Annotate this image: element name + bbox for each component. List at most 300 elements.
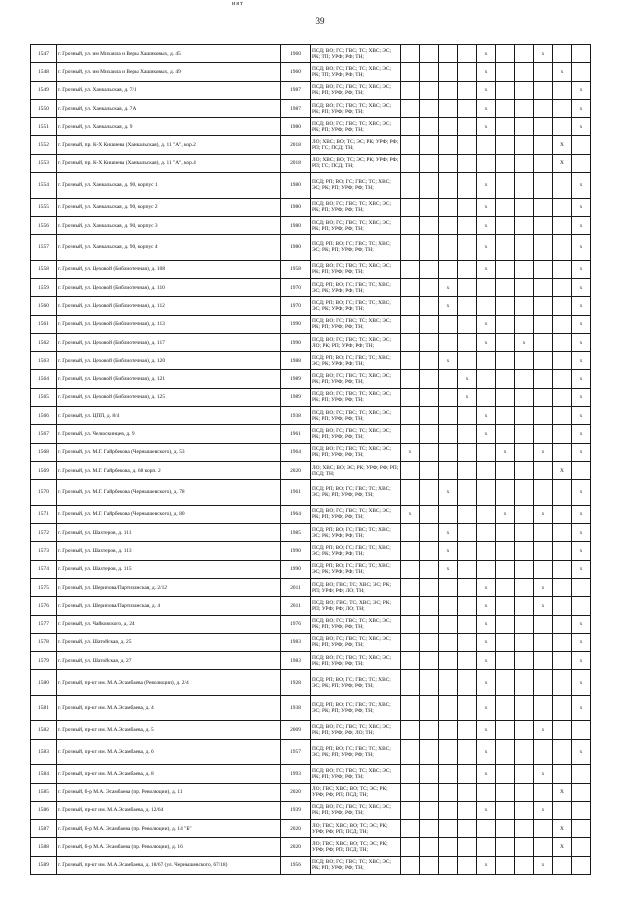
- mark-cell: x: [477, 173, 496, 199]
- mark-cell: [458, 333, 477, 351]
- mark-cell: x: [477, 216, 496, 234]
- page-top-mark: ият: [232, 1, 244, 7]
- mark-cell: [477, 370, 496, 388]
- row-number: 1585: [31, 783, 57, 801]
- works-list-cell: ПСД; РП; ВО; ГС; ГВС; ТС; ХВС; ЭС; РК; УРФ; РФ; ТН;: [311, 352, 401, 370]
- mark-cell: x: [439, 352, 458, 370]
- mark-cell: [439, 235, 458, 261]
- table-row: [31, 615, 591, 633]
- mark-cell: [458, 560, 477, 578]
- mark-cell: [553, 652, 572, 670]
- mark-cell: [534, 154, 553, 172]
- year-cell: 1993: [281, 765, 311, 783]
- mark-cell: [458, 136, 477, 154]
- mark-cell: [477, 278, 496, 296]
- mark-cell: [401, 216, 420, 234]
- mark-cell: [534, 524, 553, 542]
- mark-cell: [458, 173, 477, 199]
- mark-cell: [496, 739, 515, 765]
- mark-cell: [420, 765, 439, 783]
- mark-cell: [515, 173, 534, 199]
- mark-cell: x: [477, 235, 496, 261]
- year-cell: 1956: [281, 856, 311, 874]
- mark-cell: [515, 370, 534, 388]
- mark-cell: x: [496, 505, 515, 523]
- mark-cell: [439, 856, 458, 874]
- mark-cell: [439, 45, 458, 63]
- address-cell: г. Грозный, ул. М.Г. Гайрбекова (Чернышевского), д. 53: [57, 443, 281, 461]
- mark-cell: x: [515, 333, 534, 351]
- works-list-cell: ЛО; ХВС; ВО; ЭС; РК; УРФ; РФ; РП; ПСД; ТН;: [311, 461, 401, 479]
- mark-cell: [420, 118, 439, 136]
- mark-cell: [534, 461, 553, 479]
- mark-cell: [401, 633, 420, 651]
- mark-cell: [496, 315, 515, 333]
- year-cell: 1976: [281, 615, 311, 633]
- mark-cell: x: [572, 633, 591, 651]
- mark-cell: [534, 633, 553, 651]
- mark-cell: [572, 154, 591, 172]
- mark-cell: [420, 198, 439, 216]
- mark-cell: [553, 352, 572, 370]
- table-row: [31, 783, 591, 801]
- mark-cell: x: [477, 81, 496, 99]
- works-list-cell: ПСД; РП; ВО; ГС; ГВС; ТС; ХВС; ЭС; РК; РП; УРФ; РФ; ТН;: [311, 235, 401, 261]
- mark-cell: [515, 297, 534, 315]
- mark-cell: [553, 542, 572, 560]
- works-list-cell: ПСД; ВО; ГС; ГВС; ТС; ХВС; ЭС; РК; РП; УРФ; РФ; ТН;: [311, 388, 401, 406]
- mark-cell: x: [572, 333, 591, 351]
- row-number: 1557: [31, 235, 57, 261]
- year-cell: 1983: [281, 652, 311, 670]
- year-cell: 1970: [281, 278, 311, 296]
- row-number: 1556: [31, 216, 57, 234]
- mark-cell: [515, 154, 534, 172]
- mark-cell: [477, 461, 496, 479]
- mark-cell: [534, 783, 553, 801]
- address-cell: г. Грозный, ул. Ханкальская, д. 90, корпус 3: [57, 216, 281, 234]
- mark-cell: [496, 597, 515, 615]
- mark-cell: [420, 597, 439, 615]
- table-row: [31, 333, 591, 351]
- works-list-cell: ПСД; ВО; ГС; ГВС; ТС; ХВС; ЭС; РК; РП; УРФ; РФ; ТН;: [311, 118, 401, 136]
- mark-cell: [458, 615, 477, 633]
- mark-cell: [515, 352, 534, 370]
- mark-cell: [496, 198, 515, 216]
- table-row: [31, 81, 591, 99]
- mark-cell: x: [477, 633, 496, 651]
- mark-cell: [458, 633, 477, 651]
- mark-cell: [439, 820, 458, 838]
- address-cell: г. Грозный, пр-кт им. М.А.Эсамбаева, д. 4: [57, 695, 281, 721]
- mark-cell: [401, 461, 420, 479]
- row-number: 1575: [31, 578, 57, 596]
- mark-cell: [420, 721, 439, 739]
- mark-cell: [420, 63, 439, 81]
- mark-cell: [534, 560, 553, 578]
- mark-cell: x: [572, 480, 591, 506]
- address-cell: г. Грозный, ул. Цеховой (Библиотечная), д. 117: [57, 333, 281, 351]
- mark-cell: [553, 524, 572, 542]
- address-cell: г. Грозный, ул. Ханкальская, д. 90, корпус 4: [57, 235, 281, 261]
- mark-cell: [420, 81, 439, 99]
- mark-cell: [420, 235, 439, 261]
- address-cell: г. Грозный, ул. Цеховой (Библиотечная), д. 108: [57, 260, 281, 278]
- row-number: 1560: [31, 297, 57, 315]
- mark-cell: [496, 721, 515, 739]
- mark-cell: [553, 216, 572, 234]
- mark-cell: [572, 578, 591, 596]
- row-number: 1586: [31, 801, 57, 819]
- mark-cell: [458, 652, 477, 670]
- mark-cell: [477, 136, 496, 154]
- mark-cell: [458, 461, 477, 479]
- mark-cell: [401, 695, 420, 721]
- mark-cell: [439, 136, 458, 154]
- address-cell: г. Грозный, ул. ЦПП, д. 8/4: [57, 407, 281, 425]
- mark-cell: x: [477, 695, 496, 721]
- table-row: [31, 670, 591, 696]
- mark-cell: [439, 333, 458, 351]
- mark-cell: [458, 198, 477, 216]
- table-row: [31, 838, 591, 856]
- mark-cell: [515, 443, 534, 461]
- table-row: [31, 695, 591, 721]
- mark-cell: x: [572, 173, 591, 199]
- table-row: [31, 407, 591, 425]
- mark-cell: [439, 633, 458, 651]
- mark-cell: [401, 652, 420, 670]
- works-list-cell: ПСД; РП; ВО; ГС; ГВС; ТС; ХВС; ЭС; РК; РП; УРФ; РФ; ТН;: [311, 739, 401, 765]
- mark-cell: [496, 154, 515, 172]
- mark-cell: X: [553, 461, 572, 479]
- year-cell: 2011: [281, 578, 311, 596]
- mark-cell: [401, 235, 420, 261]
- mark-cell: [496, 352, 515, 370]
- mark-cell: [534, 173, 553, 199]
- mark-cell: [553, 198, 572, 216]
- address-cell: г. Грозный, ул. Шатойская, д. 25: [57, 633, 281, 651]
- mark-cell: x: [477, 63, 496, 81]
- mark-cell: [534, 695, 553, 721]
- mark-cell: [420, 505, 439, 523]
- row-number: 1548: [31, 63, 57, 81]
- year-cell: 1970: [281, 297, 311, 315]
- mark-cell: [515, 739, 534, 765]
- mark-cell: [515, 524, 534, 542]
- year-cell: 2011: [281, 597, 311, 615]
- table-row: [31, 118, 591, 136]
- mark-cell: [401, 154, 420, 172]
- mark-cell: [420, 173, 439, 199]
- mark-cell: [496, 370, 515, 388]
- mark-cell: [496, 407, 515, 425]
- mark-cell: [401, 820, 420, 838]
- mark-cell: [401, 542, 420, 560]
- mark-cell: [458, 578, 477, 596]
- mark-cell: [401, 198, 420, 216]
- year-cell: 1987: [281, 81, 311, 99]
- year-cell: 1985: [281, 524, 311, 542]
- works-list-cell: ПСД; ВО; ГС; ГВС; ТС; ХВС; ЭС; РК; РП; УРФ; РФ; ТН;: [311, 370, 401, 388]
- address-cell: г. Грозный, ул. Ханкальская, д. 7А: [57, 99, 281, 117]
- table-row: [31, 260, 591, 278]
- year-cell: 2018: [281, 154, 311, 172]
- mark-cell: x: [401, 505, 420, 523]
- mark-cell: [553, 81, 572, 99]
- mark-cell: x: [572, 615, 591, 633]
- address-cell: г. Грозный, б-р М.А. Эсамбаева (пр. Революции), д. 16: [57, 838, 281, 856]
- mark-cell: x: [496, 443, 515, 461]
- mark-cell: x: [534, 443, 553, 461]
- address-cell: г. Грозный, ул. Шахтеров, д. 115: [57, 560, 281, 578]
- address-cell: г. Грозный, ул. Цеховой (Библиотечная), д. 125: [57, 388, 281, 406]
- mark-cell: [401, 118, 420, 136]
- mark-cell: [553, 443, 572, 461]
- mark-cell: X: [553, 154, 572, 172]
- mark-cell: [496, 542, 515, 560]
- mark-cell: x: [458, 370, 477, 388]
- year-cell: 2020: [281, 461, 311, 479]
- year-cell: 1938: [281, 407, 311, 425]
- mark-cell: x: [477, 739, 496, 765]
- mark-cell: [401, 99, 420, 117]
- mark-cell: [477, 820, 496, 838]
- mark-cell: [458, 801, 477, 819]
- table-row: [31, 765, 591, 783]
- mark-cell: [496, 333, 515, 351]
- year-cell: 2009: [281, 721, 311, 739]
- works-list-cell: ПСД; РП; ВО; ГС; ГВС; ТС; ХВС; ЭС; РК; РП; УРФ; РФ; ТН;: [311, 480, 401, 506]
- mark-cell: [515, 136, 534, 154]
- mark-cell: [420, 136, 439, 154]
- mark-cell: [553, 856, 572, 874]
- mark-cell: [477, 560, 496, 578]
- table-row: [31, 721, 591, 739]
- mark-cell: [477, 388, 496, 406]
- mark-cell: [439, 63, 458, 81]
- mark-cell: [572, 820, 591, 838]
- mark-cell: [553, 260, 572, 278]
- works-list-cell: ПСД; РП; ВО; ГС; ГВС; ТС; ХВС; ЭС; РК; УРФ; РФ; ТН;: [311, 524, 401, 542]
- mark-cell: x: [572, 560, 591, 578]
- mark-cell: [439, 652, 458, 670]
- mark-cell: [496, 856, 515, 874]
- row-number: 1569: [31, 461, 57, 479]
- table-row: [31, 524, 591, 542]
- year-cell: 1980: [281, 198, 311, 216]
- year-cell: 1964: [281, 505, 311, 523]
- mark-cell: x: [439, 542, 458, 560]
- works-list-cell: ПСД; ВО; ГС; ГВС; ТС; ХВС; ЭС; РК; РП; УРФ; РФ; ЛО; ТН;: [311, 721, 401, 739]
- mark-cell: x: [572, 370, 591, 388]
- mark-cell: x: [477, 652, 496, 670]
- row-number: 1549: [31, 81, 57, 99]
- mark-cell: [420, 633, 439, 651]
- mark-cell: [420, 838, 439, 856]
- mark-cell: [458, 542, 477, 560]
- mark-cell: [420, 297, 439, 315]
- table-row: [31, 63, 591, 81]
- table-row: [31, 154, 591, 172]
- year-cell: 1958: [281, 260, 311, 278]
- mark-cell: [439, 670, 458, 696]
- mark-cell: x: [572, 524, 591, 542]
- mark-cell: [515, 633, 534, 651]
- mark-cell: x: [572, 352, 591, 370]
- mark-cell: [515, 560, 534, 578]
- mark-cell: [572, 63, 591, 81]
- mark-cell: [439, 505, 458, 523]
- row-number: 1565: [31, 388, 57, 406]
- mark-cell: [420, 388, 439, 406]
- table-row: [31, 542, 591, 560]
- table-row: [31, 425, 591, 443]
- works-list-cell: ПСД; ВО; ГС; ГВС; ТС; ХВС; ЭС; РК; РП; УРФ; РФ; ТН;: [311, 99, 401, 117]
- mark-cell: [401, 352, 420, 370]
- year-cell: 2020: [281, 838, 311, 856]
- mark-cell: [401, 560, 420, 578]
- works-list-cell: ПСД; ВО; ГС; ГВС; ТС; ХВС; ЭС; РК; РП; УРФ; РФ; ТН;: [311, 443, 401, 461]
- mark-cell: x: [477, 99, 496, 117]
- row-number: 1587: [31, 820, 57, 838]
- mark-cell: [420, 216, 439, 234]
- table-row: [31, 388, 591, 406]
- year-cell: 1987: [281, 99, 311, 117]
- mark-cell: x: [572, 652, 591, 670]
- mark-cell: [515, 838, 534, 856]
- mark-cell: [515, 615, 534, 633]
- works-list-cell: ПСД; ВО; ГС; ГВС; ТС; ХВС; ЭС; РК; РП; УРФ; РФ; ТН;: [311, 801, 401, 819]
- address-cell: г. Грозный, пр-кт им. М.А.Эсамбаева, д. 8: [57, 765, 281, 783]
- mark-cell: [515, 820, 534, 838]
- mark-cell: [553, 118, 572, 136]
- mark-cell: [534, 198, 553, 216]
- mark-cell: [458, 480, 477, 506]
- mark-cell: x: [477, 856, 496, 874]
- table-row: [31, 597, 591, 615]
- mark-cell: [553, 765, 572, 783]
- row-number: 1573: [31, 542, 57, 560]
- mark-cell: [572, 136, 591, 154]
- mark-cell: [439, 695, 458, 721]
- mark-cell: [477, 297, 496, 315]
- mark-cell: [420, 407, 439, 425]
- mark-cell: [458, 407, 477, 425]
- mark-cell: [439, 173, 458, 199]
- mark-cell: [458, 297, 477, 315]
- mark-cell: [553, 480, 572, 506]
- year-cell: 1990: [281, 315, 311, 333]
- mark-cell: [553, 597, 572, 615]
- table-row: [31, 198, 591, 216]
- table-row: [31, 136, 591, 154]
- mark-cell: [496, 278, 515, 296]
- works-list-cell: ПСД; ВО; ГС; ГВС; ТС; ХВС; ЭС; РК; РП; УРФ; РФ; ТН;: [311, 81, 401, 99]
- mark-cell: [458, 524, 477, 542]
- mark-cell: [515, 721, 534, 739]
- mark-cell: [534, 838, 553, 856]
- address-cell: г. Грозный, пр-кт им. М.А.Эсамбаева, д. 6: [57, 739, 281, 765]
- housing-registry-table: [30, 44, 591, 875]
- row-number: 1559: [31, 278, 57, 296]
- mark-cell: [439, 118, 458, 136]
- mark-cell: [401, 260, 420, 278]
- mark-cell: x: [458, 388, 477, 406]
- mark-cell: [420, 856, 439, 874]
- table-row: [31, 739, 591, 765]
- mark-cell: [496, 578, 515, 596]
- mark-cell: [534, 235, 553, 261]
- mark-cell: [458, 315, 477, 333]
- mark-cell: [458, 765, 477, 783]
- year-cell: 1964: [281, 443, 311, 461]
- mark-cell: [420, 333, 439, 351]
- year-cell: 1980: [281, 216, 311, 234]
- works-list-cell: ПСД; ВО; ГС; ГВС; ТС; ХВС; ЭС; РК; РП; УРФ; РФ; ТН;: [311, 216, 401, 234]
- mark-cell: [401, 721, 420, 739]
- mark-cell: [553, 739, 572, 765]
- mark-cell: [477, 783, 496, 801]
- mark-cell: [553, 560, 572, 578]
- mark-cell: [439, 216, 458, 234]
- address-cell: г. Грозный, ул. Цеховой (Библиотечная), д. 113: [57, 315, 281, 333]
- mark-cell: x: [534, 801, 553, 819]
- mark-cell: x: [534, 721, 553, 739]
- row-number: 1584: [31, 765, 57, 783]
- mark-cell: x: [439, 278, 458, 296]
- works-list-cell: ЛО; ГВС; ХВС; ВО; ТС; ЭС; РК; УРФ; РФ; РП; ПСД; ТН;: [311, 783, 401, 801]
- row-number: 1567: [31, 425, 57, 443]
- mark-cell: x: [477, 333, 496, 351]
- year-cell: 2018: [281, 136, 311, 154]
- year-cell: 1961: [281, 480, 311, 506]
- mark-cell: [534, 278, 553, 296]
- mark-cell: [439, 407, 458, 425]
- works-list-cell: ПСД; РП; ВО; ГС; ГВС; ТС; ХВС; ЭС; РК; УРФ; РФ; ТН;: [311, 560, 401, 578]
- works-list-cell: ПСД; ВО; ГВС; ТС; ХВС; ЭС; РК; РП; УРФ; РФ; ЛО; ТН;: [311, 597, 401, 615]
- works-list-cell: ПСД; РП; ВО; ГС; ГВС; ТС; ХВС; ЭС; РК; УРФ; РФ; ТН;: [311, 297, 401, 315]
- mark-cell: [572, 783, 591, 801]
- mark-cell: [553, 425, 572, 443]
- mark-cell: x: [534, 505, 553, 523]
- mark-cell: [420, 739, 439, 765]
- mark-cell: x: [477, 315, 496, 333]
- mark-cell: [439, 461, 458, 479]
- mark-cell: [553, 235, 572, 261]
- mark-cell: [496, 801, 515, 819]
- year-cell: 1990: [281, 542, 311, 560]
- mark-cell: [515, 783, 534, 801]
- table-row: [31, 820, 591, 838]
- table-row: [31, 297, 591, 315]
- mark-cell: [458, 118, 477, 136]
- mark-cell: x: [439, 480, 458, 506]
- mark-cell: [458, 154, 477, 172]
- mark-cell: x: [572, 297, 591, 315]
- mark-cell: [553, 407, 572, 425]
- mark-cell: [458, 670, 477, 696]
- mark-cell: [477, 352, 496, 370]
- year-cell: 1983: [281, 633, 311, 651]
- row-number: 1555: [31, 198, 57, 216]
- mark-cell: [458, 597, 477, 615]
- mark-cell: [534, 407, 553, 425]
- year-cell: 1980: [281, 118, 311, 136]
- row-number: 1552: [31, 136, 57, 154]
- row-number: 1583: [31, 739, 57, 765]
- mark-cell: [401, 278, 420, 296]
